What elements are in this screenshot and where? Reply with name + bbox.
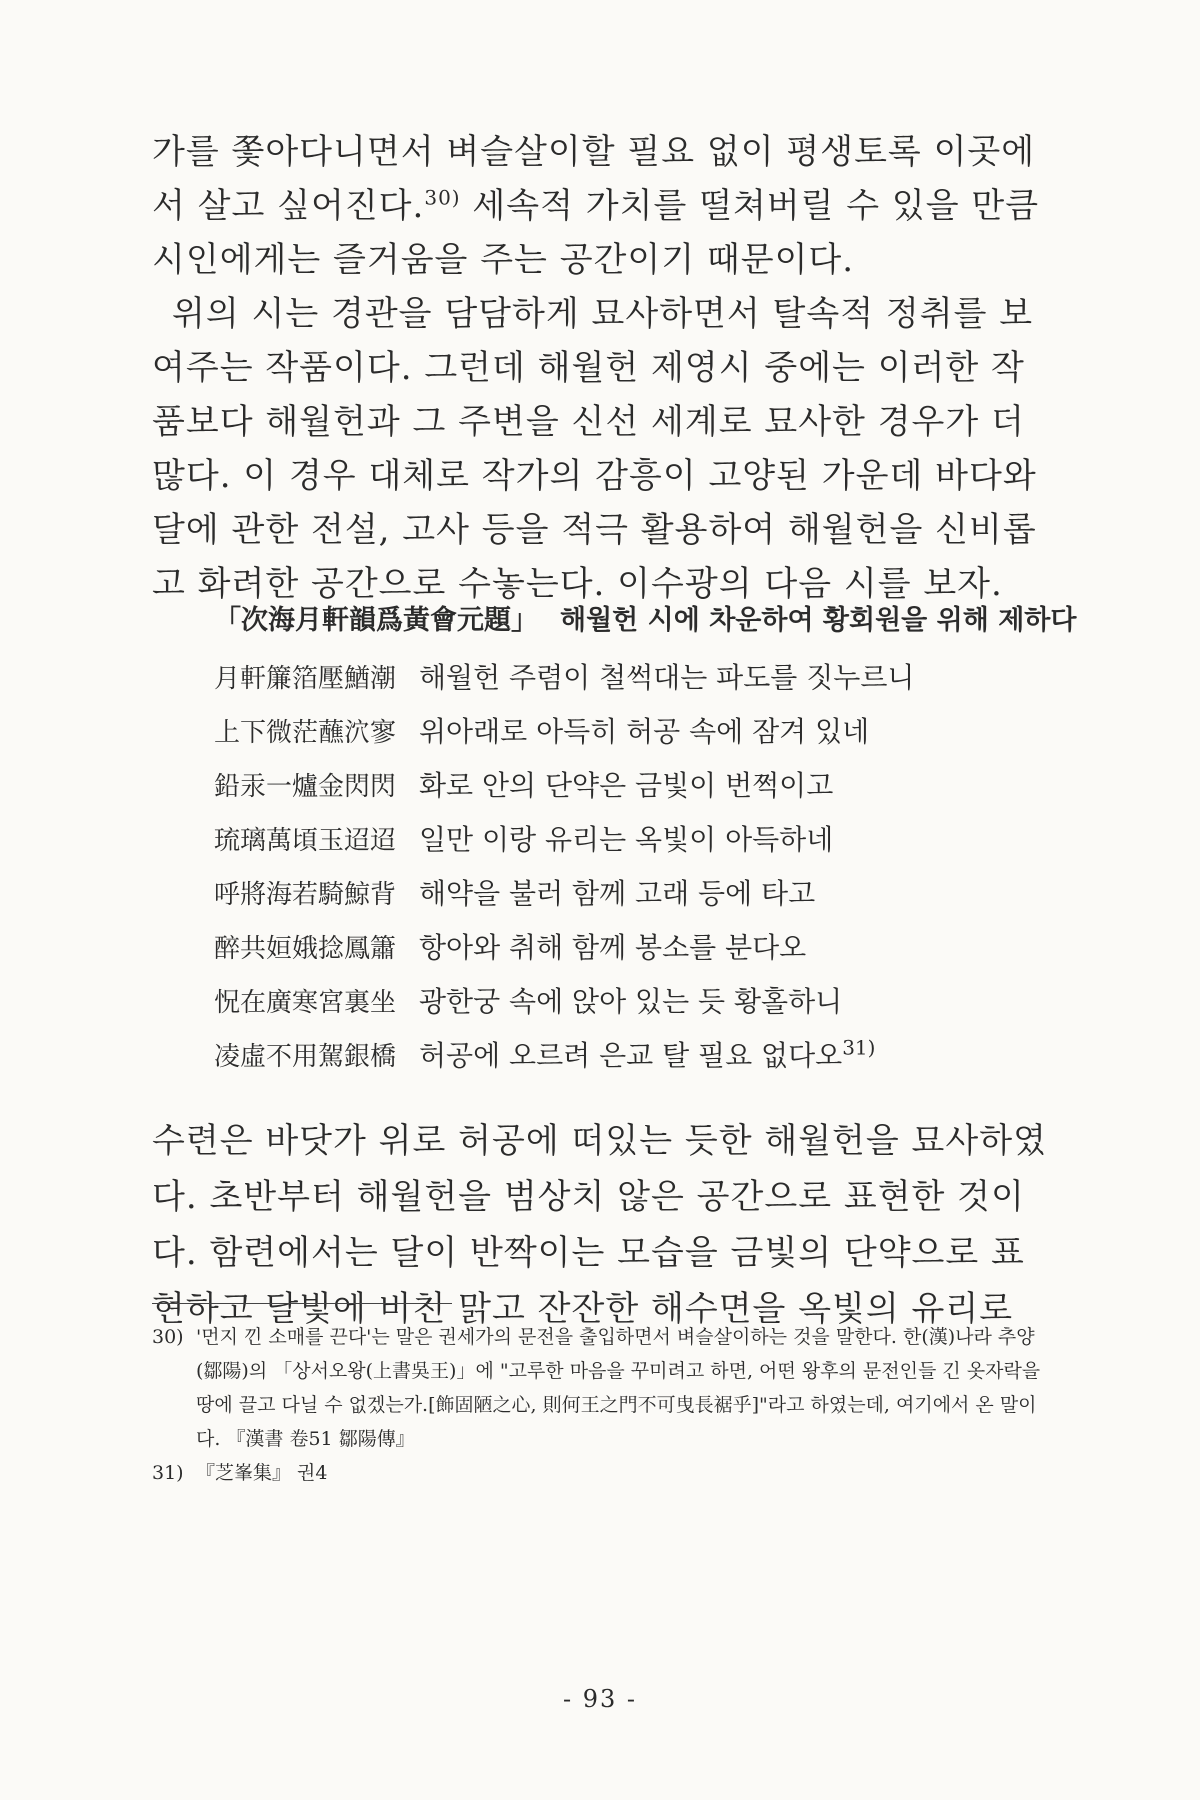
poem-line [214,811,1074,865]
poem-line-korean: 해월헌 주렴이 철썩대는 파도를 짓누르니 [419,661,915,694]
paragraph-1-continued: 세속적 가치를 떨쳐버릴 수 있을 만큼 시인에게는 즐거움을 주는 공간이기 때문이다. [152,186,1040,280]
poem-line-hanja: 琉璃萬頃玉迢迢 [214,825,397,856]
footnote-31 [152,1456,1052,1490]
page-number: - 93 - [562,1685,637,1713]
poem-line [214,973,1074,1027]
footnote-text: '먼지 낀 소매를 끈다'는 말은 권세가의 문전을 출입하면서 벼슬살이하는 것을 말한다. 한(漢)나라 추양(鄒陽)의 「상서오왕(上書吳王)」에 "고루한 마음을 꾸미려고 하면, 어떤 왕후의 문전인들 긴 옷자락을 땅에 끌고 다닐 수 없겠는가.[飾固陋之心, 則何王之門不可曳長裾乎]"라고 하였는데, 여기에서 온 말이다. 『漢書 卷51 鄒陽傳』 [196,1326,1041,1450]
poem-line-hanja: 鉛汞一爐金閃閃 [214,771,397,802]
body-text [152,125,1052,611]
poem-line-korean: 해약을 불러 함께 고래 등에 타고 [419,877,816,910]
poem-block [214,598,1077,1081]
poem-line [214,649,1074,703]
footnote-ref-30[interactable]: 30) [424,185,461,210]
poem-line [214,865,1074,919]
footnote-number: 30) [152,1326,184,1348]
footnote-number: 31) [152,1462,184,1484]
footnote-divider [152,1303,452,1304]
poem-line-hanja: 醉共姮娥捻鳳簫 [214,933,397,964]
poem-line-korean: 항아와 취해 함께 봉소를 분다오 [419,931,807,964]
poem-line [214,757,1074,811]
poem-line-korean-text: 허공에 오르려 은교 탈 필요 없다오 [419,1039,843,1072]
poem-line-hanja: 月軒簾箔壓鰌潮 [214,663,397,694]
poem-title-korean: 해월헌 시에 차운하여 황회원을 위해 제하다 [560,605,1077,636]
paragraph-3: 수련은 바닷가 위로 허공에 떠있는 듯한 해월헌을 묘사하였다. 초반부터 해월헌을 범상치 않은 공간으로 표현한 것이다. 함련에서는 달이 반짝이는 모습을 금빛의 단약으로 표현하고 달빛에 비친 맑고 잔잔한 해수면을 옥빛의 유리로 [152,1121,1047,1329]
paragraph-1 [152,125,1052,287]
poem-line-hanja: 怳在廣寒宮裏坐 [214,987,397,1018]
footnotes [152,1320,1052,1490]
poem-line-korean: 일만 이랑 유리는 옥빛이 아득하네 [419,823,834,856]
poem-line [214,703,1074,757]
paragraph-2: 위의 시는 경관을 담담하게 묘사하면서 탈속적 정취를 보여주는 작품이다. 그런데 해월헌 제영시 중에는 이러한 작품보다 해월헌과 그 주변을 신선 세계로 묘사한 경우가 더 많다. 이 경우 대체로 작가의 감흥이 고양된 가운데 바다와 달에 관한 전설, 고사 등을 적극 활용하여 해월헌을 신비롭고 화려한 공간으로 수놓는다. 이수광의 다음 시를 보자. [152,294,1037,604]
poem-line-hanja: 呼將海若騎鯨背 [214,879,397,910]
poem-line-korean: 화로 안의 단약은 금빛이 번쩍이고 [419,769,834,802]
footnote-30 [152,1320,1052,1456]
poem-line [214,1027,1074,1081]
poem-line-korean: 위아래로 아득히 허공 속에 잠겨 있네 [419,715,870,748]
poem-title-hanja: 「次海月軒韻爲黃會元題」 [214,605,538,636]
poem-line-hanja: 上下微茫蘸泬寥 [214,717,397,748]
poem-line-korean: 광한궁 속에 앉아 있는 듯 황홀하니 [419,985,843,1018]
poem-title [214,598,1077,637]
footnote-ref-31[interactable]: 31) [842,1035,876,1060]
poem-line-korean [419,1034,875,1074]
footnote-text: 『芝峯集』 권4 [196,1462,328,1484]
paragraph-1-text: 가를 쫓아다니면서 벼슬살이할 필요 없이 평생토록 이곳에서 살고 싶어진다. [152,132,1036,226]
poem-line-hanja: 凌虛不用駕銀橋 [214,1041,397,1072]
poem-line [214,919,1074,973]
